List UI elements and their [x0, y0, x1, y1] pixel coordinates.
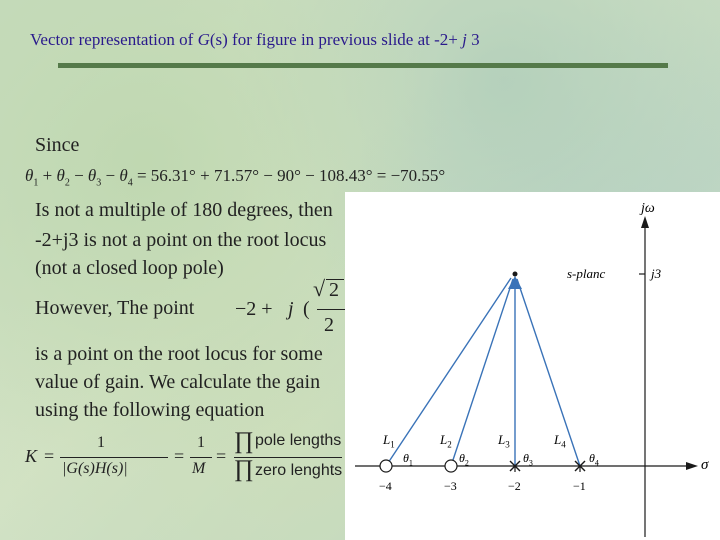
body-line-5: value of gain. We calculate the gain — [35, 371, 321, 393]
gain-equals-2: = — [174, 446, 185, 466]
theta-1-sub: 1 — [33, 177, 39, 189]
zero-lengths-text: zero lenghts — [255, 462, 343, 479]
plus-sign: + — [42, 166, 53, 185]
angle-equation — [25, 166, 445, 188]
gain-equals-3: = — [216, 446, 227, 466]
label-theta4 — [589, 451, 599, 467]
label-L2-sub: 2 — [447, 439, 452, 450]
gain-denominator-1: |G(s)H(s)| — [62, 460, 128, 477]
zero-at-minus-3 — [445, 460, 457, 472]
gain-M: M — [192, 460, 206, 477]
label-theta2-sub: 2 — [464, 458, 469, 468]
label-L4 — [554, 432, 566, 450]
vector-arrowheads — [508, 276, 522, 289]
minus-sign-1: − — [74, 166, 84, 185]
label-L2 — [440, 432, 452, 450]
title-suffix: (s) for figure in previous slide at -2+ — [209, 30, 463, 49]
tick-label-minus-1: −1 — [573, 479, 586, 493]
point-j: j — [288, 298, 294, 320]
tick-label-minus-4: −4 — [379, 479, 392, 493]
fraction-bar — [317, 309, 345, 310]
s-plane-figure — [345, 192, 720, 540]
gain-equation — [22, 430, 342, 490]
body-line-1: Is not a multiple of 180 degrees, then — [35, 199, 333, 221]
gain-fraction-bar-2 — [190, 457, 212, 458]
theta-2-sub: 2 — [64, 177, 70, 189]
s-plane-label: s-planc — [567, 266, 606, 281]
label-L3 — [498, 432, 510, 450]
point-real-part: −2 + — [235, 298, 273, 320]
title-underline-bar — [58, 63, 668, 68]
zero-at-minus-4 — [380, 460, 392, 472]
vector-L4 — [517, 279, 580, 466]
gain-K: K — [25, 446, 38, 466]
theta-4-sub: 4 — [127, 177, 133, 189]
title-prefix: Vector representation of — [30, 30, 198, 49]
gain-numerator-1: 1 — [97, 434, 105, 451]
label-theta1-sub: 1 — [408, 458, 413, 468]
label-theta1 — [403, 451, 413, 467]
angle-equation-rhs: = 56.31° + 71.57° − 90° − 108.43° = −70.55° — [136, 166, 446, 185]
label-theta3-letter: θ — [523, 451, 529, 465]
label-L1 — [383, 432, 395, 450]
tick-label-minus-3: −3 — [444, 479, 457, 493]
label-L4-sub: 4 — [561, 439, 566, 450]
body-line-4: is a point on the root locus for some — [35, 343, 323, 365]
product-symbol-bottom: ∏ — [234, 456, 254, 482]
theta-2: θ — [56, 166, 65, 185]
imaginary-axis-arrow — [641, 216, 649, 228]
label-theta4-letter: θ — [589, 451, 595, 465]
product-symbol-top: ∏ — [234, 428, 254, 454]
label-theta4-sub: 4 — [594, 458, 599, 468]
j3-label: j3 — [651, 266, 662, 281]
body-line-2: -2+j3 is not a point on the root locus — [35, 229, 327, 251]
label-L3-letter: L — [498, 432, 506, 447]
minus-sign-2: − — [105, 166, 116, 185]
jw-label: jω — [641, 201, 655, 216]
theta-3: θ — [87, 166, 97, 185]
sqrt-radicand: 2 — [329, 279, 339, 301]
sqrt-symbol: √ — [313, 276, 326, 301]
test-point — [513, 272, 518, 277]
title-j: j — [462, 30, 467, 49]
point-open-paren: ( — [303, 298, 310, 320]
theta-1: θ — [25, 166, 34, 185]
theta-4: θ — [119, 166, 128, 185]
gain-equals-1: = — [44, 446, 55, 466]
label-L1-letter: L — [383, 432, 391, 447]
s-plane-diagram — [345, 192, 720, 540]
label-theta1-letter: θ — [403, 451, 409, 465]
sigma-label: σ — [701, 457, 709, 473]
body-line-3: (not a closed loop pole) — [35, 257, 224, 279]
since-text: Since — [35, 134, 80, 156]
label-theta3 — [523, 451, 533, 467]
label-theta3-sub: 3 — [528, 458, 533, 468]
gain-numerator-2: 1 — [197, 434, 205, 451]
label-theta2-letter: θ — [459, 451, 465, 465]
tick-label-minus-2: −2 — [508, 479, 521, 493]
label-L3-sub: 3 — [505, 439, 510, 450]
label-L4-letter: L — [554, 432, 562, 447]
fraction-denominator: 2 — [324, 314, 334, 336]
point-expression — [235, 274, 360, 344]
label-L1-sub: 1 — [390, 439, 395, 450]
title-func: G — [197, 30, 210, 49]
body-line-6: using the following equation — [35, 399, 265, 421]
theta-3-sub: 3 — [96, 177, 102, 189]
pole-lengths-text: pole lengths — [255, 432, 342, 449]
gain-fraction-bar-1 — [60, 457, 168, 458]
label-theta2 — [459, 451, 469, 467]
title-tail: 3 — [466, 30, 480, 49]
real-axis-arrow — [686, 462, 698, 470]
however-text: However, The point — [35, 297, 195, 319]
label-L2-letter: L — [440, 432, 448, 447]
slide-title — [30, 30, 480, 50]
